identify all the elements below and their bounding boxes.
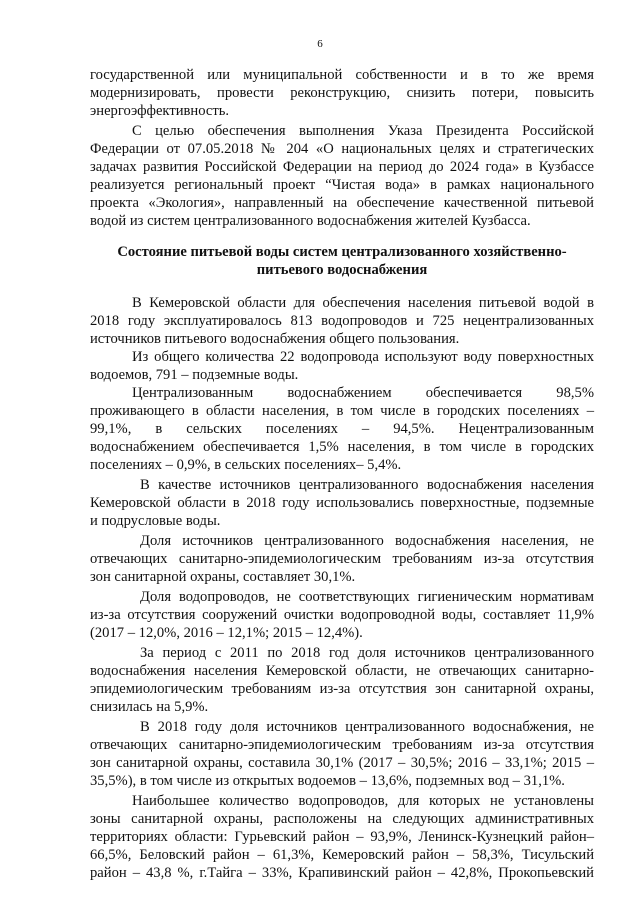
text-line: энергоэффективность. bbox=[90, 103, 230, 119]
text-line: Федерации от 07.05.2018 № 204 «О национальных целях и стратегических bbox=[90, 141, 594, 157]
text-line: поселениях – 0,9%, в сельских поселениях– 5,4%. bbox=[90, 457, 402, 473]
text-line: 99,1%, в сельских поселениях – 94,5%. Нецентрализованным bbox=[90, 421, 594, 437]
text-line: зон санитарной охраны, составляет 30,1%. bbox=[90, 569, 356, 585]
text-line: 66,5%, Беловский район – 61,3%, Кемеровский район – 58,3%, Тисульский bbox=[90, 847, 594, 863]
text-line: зоны санитарной охраны, расположены на следующих административных bbox=[90, 811, 594, 827]
text-line: проживающего в области населения, в том числе в городских поселениях – bbox=[90, 403, 594, 419]
text-line: Из общего количества 22 водопровода используют воду поверхностных bbox=[132, 349, 594, 365]
text-line: водоснабжения населения Кемеровской области, не отвечающих санитарно- bbox=[90, 663, 594, 679]
text-line: (2017 – 12,0%, 2016 – 12,1%; 2015 – 12,4%). bbox=[90, 625, 363, 641]
text-line: В 2018 году доля источников централизованного водоснабжения, не bbox=[140, 719, 594, 735]
text-line: В Кемеровской области для обеспечения населения питьевой водой в bbox=[132, 295, 594, 311]
text-line: Наибольшее количество водопроводов, для которых не установлены bbox=[132, 793, 594, 809]
text-line: водоснабжением обеспечивается 1,5% населения, в том числе в городских bbox=[90, 439, 594, 455]
text-line: Доля источников централизованного водоснабжения населения, не bbox=[140, 533, 594, 549]
text-line: зон санитарной охраны, составила 30,1% (2017 – 30,5%; 2016 – 33,1%; 2015 – bbox=[90, 755, 594, 771]
text-line: территориях области: Гурьевский район – 93,9%, Ленинск-Кузнецкий район– bbox=[90, 829, 594, 845]
text-line: 35,5%), в том числе из открытых водоемов – 13,6%, подземных вод – 31,1%. bbox=[90, 773, 565, 789]
text-line: задачах развития Российской Федерации на период до 2024 года» в Кузбассе bbox=[90, 159, 594, 175]
text-line: проекта «Экология», направленный на обеспечение качественной питьевой bbox=[90, 195, 594, 211]
text-line: отвечающих санитарно-эпидемиологическим требованиям из-за отсутствия bbox=[90, 551, 594, 567]
text-line: водой из систем централизованного водоснабжения жителей Кузбасса. bbox=[90, 213, 531, 229]
text-line: модернизировать, провести реконструкцию, снизить потери, повысить bbox=[90, 85, 594, 101]
text-line: Доля водопроводов, не соответствующих гигиеническим нормативам bbox=[140, 589, 594, 605]
text-line: государственной или муниципальной собственности и в то же время bbox=[90, 67, 594, 83]
text-line: эпидемиологическим требованиям из-за отсутствия зон санитарной охраны, bbox=[90, 681, 594, 697]
text-line: снизилась на 5,9%. bbox=[90, 699, 209, 715]
text-line: реализуется региональный проект “Чистая вода» в рамках национального bbox=[90, 177, 594, 193]
section-heading: Состояние питьевой воды систем централизованного хозяйственно- bbox=[117, 244, 567, 260]
text-line: С целью обеспечения выполнения Указа Президента Российской bbox=[132, 123, 594, 139]
text-line: источников питьевого водоснабжения общего пользования. bbox=[90, 331, 460, 347]
text-line: отвечающих санитарно-эпидемиологическим требованиям из-за отсутствия bbox=[90, 737, 594, 753]
page-number: 6 bbox=[317, 38, 323, 50]
text-line: Централизованным водоснабжением обеспечивается 98,5% bbox=[132, 385, 594, 401]
text-line: В качестве источников централизованного водоснабжения населения bbox=[140, 477, 594, 493]
text-line: За период с 2011 по 2018 год доля источников централизованного bbox=[140, 645, 594, 661]
text-line: Кемеровской области в 2018 году использовались поверхностные, подземные bbox=[90, 495, 594, 511]
text-line: район – 43,8 %, г.Тайга – 33%, Крапивинский район – 42,8%, Прокопьевский bbox=[90, 865, 594, 881]
text-line: и подрусловые воды. bbox=[90, 513, 221, 529]
section-heading: питьевого водоснабжения bbox=[256, 262, 428, 278]
text-line: из-за отсутствия сооружений очистки водопроводной воды, составляет 11,9% bbox=[90, 607, 594, 623]
text-line: водоемов, 791 – подземные воды. bbox=[90, 367, 299, 383]
text-line: 2018 году эксплуатировалось 813 водопроводов и 725 нецентрализованных bbox=[90, 313, 594, 329]
